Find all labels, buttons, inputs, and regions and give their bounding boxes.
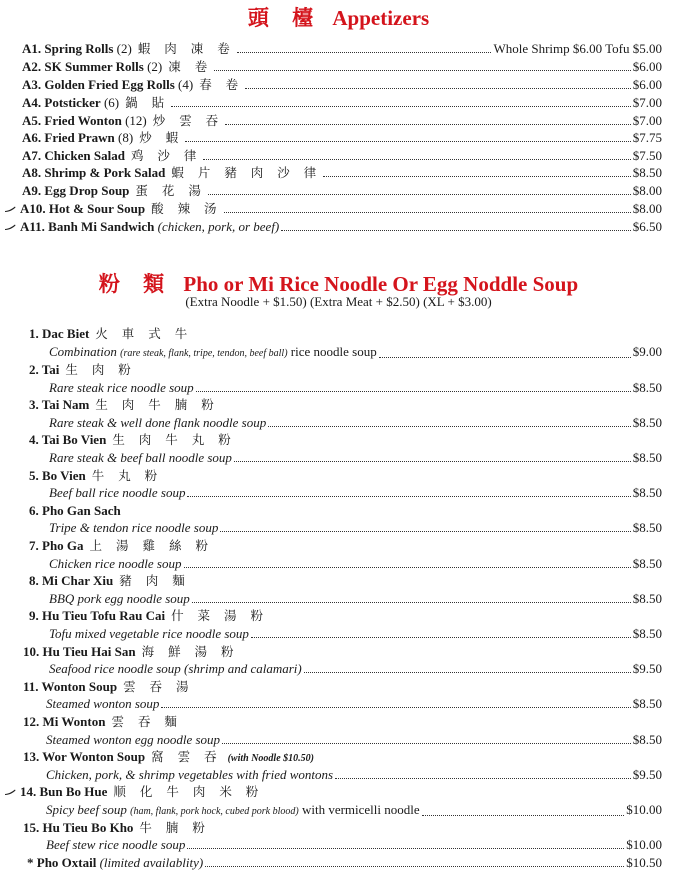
item-name: 11. Wonton Soup: [23, 679, 118, 694]
menu-item-oxtail: [27, 854, 662, 871]
item-price: $8.50: [632, 626, 662, 641]
item-description: Rare steak rice noodle soup: [49, 380, 194, 395]
appetizers-title-cn: 頭 檯: [247, 6, 322, 30]
item-count: (12): [125, 113, 147, 128]
item-price: $6.00: [632, 59, 662, 74]
item-chinese-name: 蝦 片 豬 肉 沙 律: [171, 165, 322, 180]
dot-leader: [379, 352, 631, 358]
item-name: 1. Dac Biet: [29, 326, 90, 341]
dot-leader: [335, 773, 631, 779]
item-name: A2. SK Summer Rolls: [22, 59, 144, 74]
dot-leader: [237, 47, 492, 53]
item-price: $7.75: [632, 130, 662, 145]
item-price: $7.00: [632, 95, 662, 110]
item-description: Tripe & tendon rice noodle soup: [49, 520, 219, 535]
menu-item-8-name: [29, 572, 649, 589]
item-name: 15. Hu Tieu Bo Kho: [23, 820, 134, 835]
item-chinese-name: 什 菜 湯 粉: [171, 608, 268, 623]
dot-leader: [224, 207, 631, 213]
item-price: $8.50: [632, 415, 662, 430]
item-chinese-name: 牛 腩 粉: [139, 820, 210, 835]
item-name: 9. Hu Tieu Tofu Rau Cai: [29, 608, 166, 623]
menu-item-a6: [22, 129, 662, 146]
menu-item-a3: [22, 76, 662, 93]
item-chinese-name: 酸 辣 汤: [151, 201, 222, 216]
item-chinese-name: 凍 卷: [168, 59, 213, 74]
menu-item-a1: [22, 40, 662, 57]
dot-leader: [251, 632, 631, 638]
item-description: Steamed wonton egg noodle soup: [46, 732, 221, 747]
item-name: A5. Fried Wonton: [22, 113, 122, 128]
menu-item-2-desc: [49, 379, 662, 396]
menu-item-9-name: [29, 607, 649, 624]
item-description: (chicken, pork, or beef): [157, 219, 280, 234]
item-description: Tofu mixed vegetable rice noodle soup: [49, 626, 249, 641]
menu-item-7-desc: [49, 555, 662, 572]
item-chinese-name: 蛋 花 湯: [135, 183, 206, 198]
menu-item-14-desc: [46, 801, 662, 820]
hot-pepper-icon: [4, 789, 16, 795]
menu-item-9-desc: [49, 625, 662, 642]
item-chinese-name: 生 肉 牛 腩 粉: [95, 397, 219, 412]
item-name: 7. Pho Ga: [29, 538, 84, 553]
item-price: $8.50: [632, 520, 662, 535]
menu-item-1-name: [29, 325, 649, 342]
menu-item-14-name: [20, 783, 649, 800]
menu-item-a5: [22, 112, 662, 129]
menu-item-a4: [22, 94, 662, 111]
item-name: A9. Egg Drop Soup: [22, 183, 130, 198]
item-ingredients: (ham, flank, pork hock, cubed pork blood): [130, 806, 299, 817]
menu-item-6-name: [29, 502, 649, 519]
item-description: BBQ pork egg noodle soup: [49, 591, 190, 606]
dot-leader: [196, 386, 631, 392]
item-ingredients: (rare steak, flank, tripe, tendon, beef ball): [120, 348, 288, 359]
item-name: 4. Tai Bo Vien: [29, 432, 107, 447]
dot-leader: [192, 597, 631, 603]
dot-leader: [234, 456, 631, 462]
item-price: $6.50: [632, 219, 662, 234]
menu-item-11-desc: [46, 695, 662, 712]
menu-item-5-name: [29, 467, 649, 484]
item-price: $8.50: [632, 485, 662, 500]
pho-title-en: Pho or Mi Rice Noodle Or Egg Noddle Soup: [183, 272, 579, 296]
dot-leader: [208, 189, 631, 195]
dot-leader: [171, 101, 631, 107]
dot-leader: [222, 738, 631, 744]
item-name: 6. Pho Gan Sach: [29, 503, 121, 518]
item-count: (6): [103, 95, 120, 110]
item-count: (2): [147, 59, 163, 74]
dot-leader: [184, 562, 631, 568]
item-name: 8. Mi Char Xiu: [29, 573, 114, 588]
menu-item-5-desc: [49, 484, 662, 501]
item-chinese-name: 牛 丸 粉: [91, 468, 163, 483]
item-chinese-name: 炒 蝦: [139, 130, 184, 145]
item-price: $8.50: [632, 732, 662, 747]
item-name: 5. Bo Vien: [29, 468, 86, 483]
menu-item-2-name: [29, 361, 649, 378]
dot-leader: [304, 667, 631, 673]
dot-leader: [225, 119, 631, 125]
item-price: $7.50: [632, 148, 662, 163]
item-name: 10. Hu Tieu Hai San: [23, 644, 136, 659]
menu-item-12-name: [23, 713, 649, 730]
appetizers-title: [0, 2, 677, 32]
item-price: Whole Shrimp $6.00 Tofu $5.00: [493, 41, 662, 56]
item-chinese-name: 鍋 貼: [125, 95, 170, 110]
menu-item-12-desc: [46, 731, 662, 748]
item-count: (2): [116, 41, 132, 56]
item-name: 13. Wor Wonton Soup: [23, 749, 146, 764]
dot-leader: [187, 491, 630, 497]
dot-leader: [205, 861, 624, 867]
item-description: Spicy beef soup: [46, 802, 127, 817]
item-price: $9.00: [632, 344, 662, 359]
item-price: $9.50: [632, 661, 662, 676]
item-description: Seafood rice noodle soup (shrimp and calamari): [49, 661, 302, 676]
menu-item-15-desc: [46, 836, 662, 853]
item-name: A3. Golden Fried Egg Rolls: [22, 77, 175, 92]
item-name: 2. Tai: [29, 362, 60, 377]
item-name: A6. Fried Prawn: [22, 130, 115, 145]
menu-item-a9: [22, 182, 662, 199]
menu-item-10-name: [23, 643, 649, 660]
item-chinese-name: 海 鮮 湯 粉: [141, 644, 239, 659]
item-name: 14. Bun Bo Hue: [20, 784, 108, 799]
item-price: $8.50: [632, 165, 662, 180]
item-price: $6.00: [632, 77, 662, 92]
item-description-suffix: with vermicelli noodle: [301, 802, 420, 817]
appetizers-title-en: Appetizers: [332, 6, 430, 30]
item-price: $10.00: [626, 802, 662, 817]
menu-item-7-name: [29, 537, 649, 554]
hot-pepper-icon: [4, 224, 16, 230]
item-description-suffix: rice noodle soup: [290, 344, 377, 359]
item-chinese-name: 顺 化 牛 肉 米 粉: [113, 784, 264, 799]
dot-leader: [245, 83, 631, 89]
menu-item-6-desc: [49, 519, 662, 536]
item-price: $8.00: [632, 183, 662, 198]
item-price: $8.50: [632, 380, 662, 395]
item-name: A1. Spring Rolls: [22, 41, 114, 56]
item-chinese-name: 雲 吞 麵: [111, 714, 182, 729]
item-price: $9.50: [632, 767, 662, 782]
item-description: Beef stew rice noodle soup: [46, 837, 186, 852]
item-count: (8): [118, 130, 134, 145]
item-price: $7.00: [632, 113, 662, 128]
menu-item-4-name: [29, 431, 649, 448]
menu-item-a10: [20, 200, 662, 217]
item-description: Rare steak & beef ball noodle soup: [49, 450, 232, 465]
item-name: 12. Mi Wonton: [23, 714, 106, 729]
item-chinese-name: 火 車 式 牛: [95, 326, 193, 341]
item-chinese-name: 蝦 肉 凍 卷: [137, 41, 235, 56]
dot-leader: [214, 65, 631, 71]
item-note: (with Noodle $10.50): [227, 753, 314, 764]
item-price: $8.50: [632, 591, 662, 606]
item-description: (limited availablity): [99, 855, 204, 870]
item-name: A10. Hot & Sour Soup: [20, 201, 146, 216]
dot-leader: [268, 421, 631, 427]
item-name: A8. Shrimp & Pork Salad: [22, 165, 166, 180]
item-description: Rare steak & well done flank noodle soup: [49, 415, 267, 430]
menu-item-3-name: [29, 396, 649, 413]
pho-extras-note: (Extra Noodle + $1.50) (Extra Meat + $2.50) (XL + $3.00): [185, 294, 492, 309]
dot-leader: [203, 154, 630, 160]
menu-item-8-desc: [49, 590, 662, 607]
item-chinese-name: 生 肉 粉: [65, 362, 136, 377]
menu-item-a2: [22, 58, 662, 75]
item-chinese-name: 炒 雲 吞: [152, 113, 224, 128]
item-chinese-name: 窩 雲 吞: [151, 749, 222, 764]
item-description: Chicken rice noodle soup: [49, 556, 182, 571]
dot-leader: [323, 171, 630, 177]
dot-leader: [185, 136, 631, 142]
menu-item-11-name: [23, 678, 649, 695]
item-name: A11. Banh Mi Sandwich: [20, 219, 155, 234]
item-chinese-name: 春 卷: [199, 77, 244, 92]
hot-pepper-icon: [4, 206, 16, 212]
dot-leader: [220, 526, 630, 532]
item-price: $10.50: [626, 855, 662, 870]
item-price: $8.50: [632, 696, 662, 711]
item-price: $8.50: [632, 450, 662, 465]
item-chinese-name: 雲 吞 湯: [123, 679, 194, 694]
item-price: $10.00: [626, 837, 662, 852]
menu-item-4-desc: [49, 449, 662, 466]
item-chinese-name: 豬 肉 麵: [119, 573, 190, 588]
menu-item-15-name: [23, 819, 649, 836]
dot-leader: [422, 810, 625, 816]
item-count: (4): [178, 77, 194, 92]
menu-item-10-desc: [49, 660, 662, 677]
menu-item-13-name: [23, 748, 649, 767]
dot-leader: [161, 702, 630, 708]
menu-item-a7: [22, 147, 662, 164]
item-name: A4. Potsticker: [22, 95, 101, 110]
item-chinese-name: 生 肉 牛 丸 粉: [112, 432, 236, 447]
menu-item-1-desc: [49, 343, 662, 362]
item-chinese-name: 上 湯 雞 絲 粉: [89, 538, 213, 553]
menu-item-13-desc: [46, 766, 662, 783]
item-description: Chicken, pork, & shrimp vegetables with fried wontons: [46, 767, 334, 782]
item-description: Combination: [49, 344, 117, 359]
item-name: A7. Chicken Salad: [22, 148, 125, 163]
menu-item-3-desc: [49, 414, 662, 431]
item-name: 3. Tai Nam: [29, 397, 90, 412]
item-price: $8.50: [632, 556, 662, 571]
dot-leader: [281, 225, 630, 231]
menu-item-a8: [22, 164, 662, 181]
item-description: Beef ball rice noodle soup: [49, 485, 186, 500]
item-chinese-name: 鸡 沙 律: [130, 148, 202, 163]
item-name: * Pho Oxtail: [27, 855, 97, 870]
item-price: $8.00: [632, 201, 662, 216]
menu-item-a11: [20, 218, 662, 235]
dot-leader: [187, 843, 624, 849]
pho-title-cn: 粉 類: [98, 272, 173, 296]
item-description: Steamed wonton soup: [46, 696, 160, 711]
